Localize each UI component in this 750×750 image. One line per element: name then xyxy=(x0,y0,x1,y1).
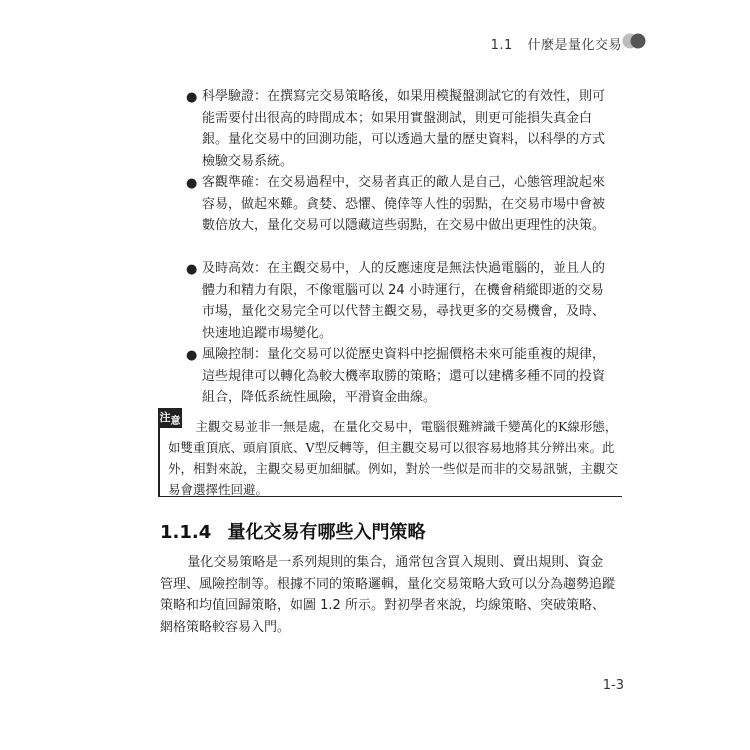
section-heading xyxy=(160,518,426,544)
running-header xyxy=(491,34,622,53)
bullet-marker: ● xyxy=(186,176,198,191)
bullet-text: 科學驗證：在撰寫完交易策略後，如果用模擬盤測試它的有效性，則可能需要付出很高的時間成本；如果用實盤測試，則更可能損失真金白銀。量化交易中的回測功能，可以透過大量的歷史資料，以科學的方式檢驗交易系統。 xyxy=(202,89,606,169)
bullet-item-risk-control xyxy=(186,344,616,410)
bullet-text: 風險控制：量化交易可以從歷史資料中挖掘價格未來可能重複的規律，這些規律可以轉化為較大機率取勝的策略；還可以建構多種不同的投資組合，降低系統性風險，平滑資金曲線。 xyxy=(202,347,606,405)
bullet-item-timely-efficiency xyxy=(186,258,616,344)
note-box xyxy=(158,410,622,497)
chapter-marker-icon xyxy=(622,33,646,49)
bullet-item-scientific-verification xyxy=(186,86,616,172)
bullet-list xyxy=(186,86,616,410)
bullet-text: 及時高效：在主觀交易中，人的反應速度是無法快過電腦的，並且人的體力和精力有限，不像電腦可以 24 小時運行，在機會稍縱即逝的交易市場，量化交易完全可以代替主觀交易，尋找更多的交易機會，及時、快速地追蹤市場變化。 xyxy=(202,261,606,341)
note-text: 主觀交易並非一無是處，在量化交易中，電腦很難辨識千變萬化的K線形態，如雙重頂底、頭肩頂底、V型反轉等，但主觀交易可以很容易地將其分辨出來。此外，相對來說，主觀交易更加細膩。例如，對於一些似是而非的交易訊號，主觀交易會選擇性回避。 xyxy=(168,419,619,497)
header-section-number: 1.1 xyxy=(490,38,513,53)
section-title-text: 量化交易有哪些入門策略 xyxy=(227,522,426,543)
bullet-text: 客觀準確：在交易過程中，交易者真正的敵人是自己，心態管理說起來容易，做起來難。貪婪、恐懼、僥倖等人性的弱點，在交易市場中會被數倍放大，量化交易可以隱藏這些弱點，在交易中做出更理性的決策。 xyxy=(202,175,606,233)
body-paragraph: 量化交易策略是一系列規則的集合，通常包含買入規則、賣出規則、資金管理、風險控制等。根據不同的策略邏輯，量化交易策略大致可以分為趨勢追蹤策略和均值回歸策略，如圖 1.2 所示。對初學者來說，均線策略、突破策略、網格策略較容易入門。 xyxy=(160,555,616,635)
bullet-marker: ● xyxy=(186,90,198,105)
header-section-title: 什麼是量化交易 xyxy=(527,38,622,53)
bullet-item-objective-accuracy xyxy=(186,172,616,258)
bullet-marker: ● xyxy=(186,348,198,363)
section-number: 1.1.4 xyxy=(160,522,212,543)
bullet-marker: ● xyxy=(186,262,198,277)
note-badge-main: 注 xyxy=(159,411,171,424)
note-badge-sub: 意 xyxy=(170,416,181,427)
page-number: 1-3 xyxy=(602,678,624,693)
